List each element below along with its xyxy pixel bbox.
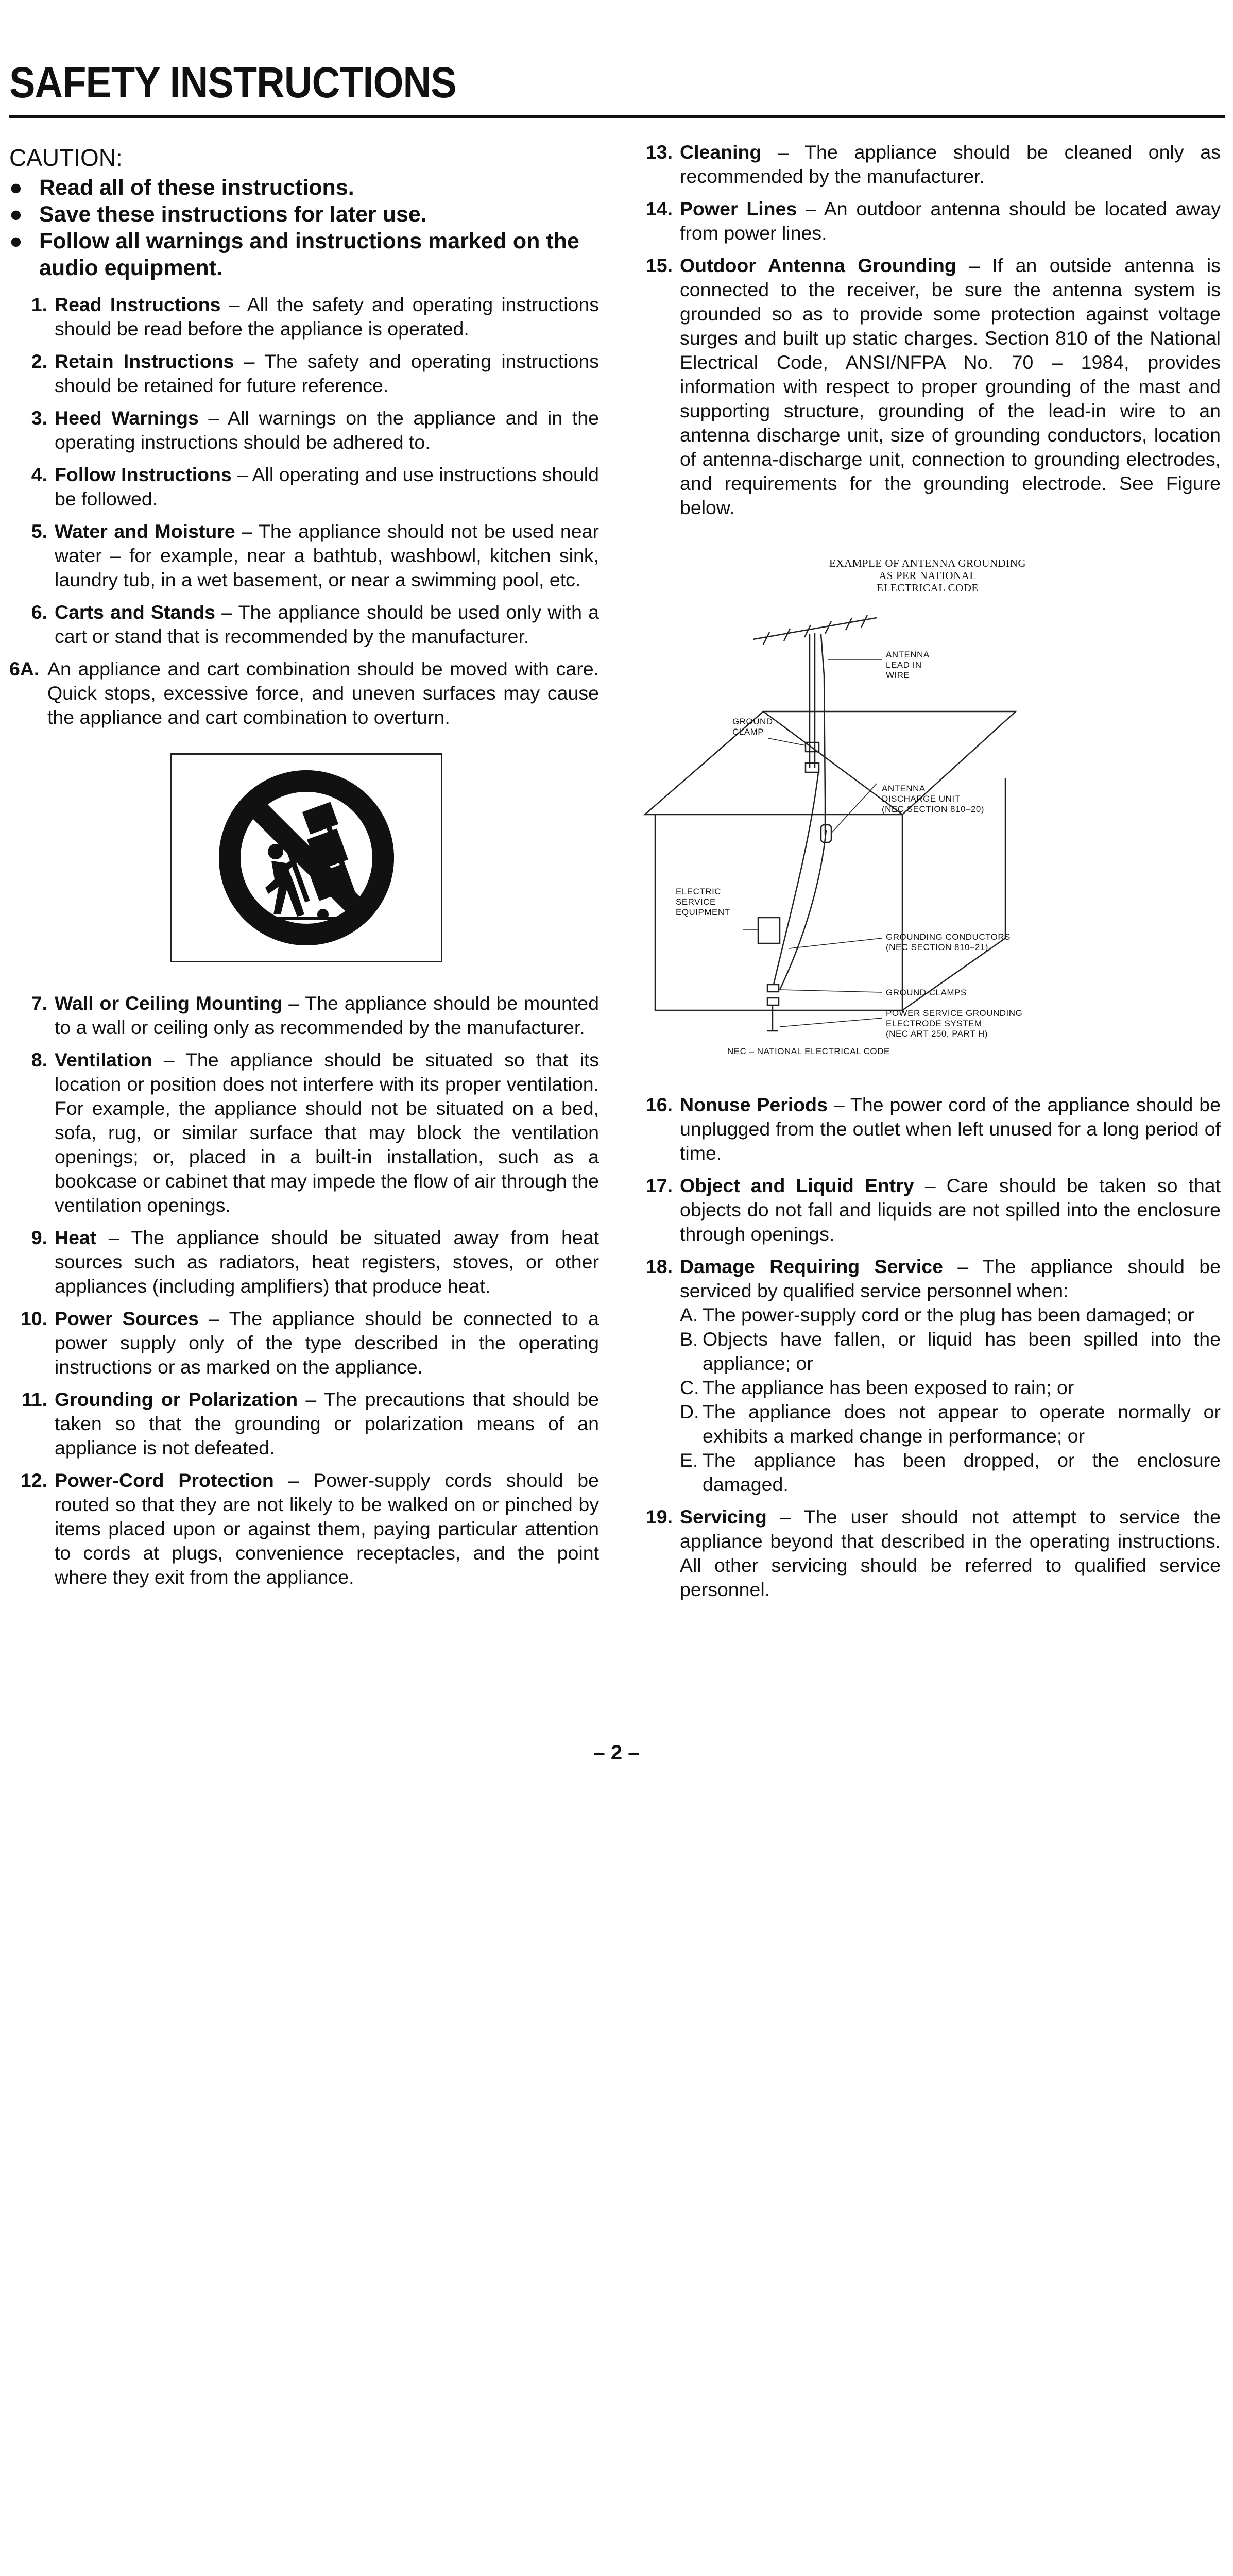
label-nec: NEC – NATIONAL ELECTRICAL CODE — [727, 1046, 890, 1056]
title-rule — [9, 115, 1225, 118]
caution-bullet: ● Read all of these instructions. — [9, 175, 354, 200]
instruction-item: 10. Power Sources – The appliance should be connected to a power supply only of the type described in the operating instructions or as marked on the appliance. — [20, 1308, 599, 1378]
instruction-item: 7. Wall or Ceiling Mounting – The appliance should be mounted to a wall or ceiling only as recommended by the manufacturer. — [31, 992, 599, 1038]
page-title: SAFETY INSTRUCTIONS — [9, 58, 456, 107]
sub-item: C. The appliance has been exposed to rain; or — [680, 1377, 1074, 1398]
instruction-item: 18. Damage Requiring Service – The appliance should be serviced by qualified service personnel when: A. The power-supply cord or the plug has been damaged; or B. Objects have fallen, or liquid has been spilled into the appliance; or C. The appliance has been exposed to rain; or D. The appliance does not appear to operate normally or exhibits a marked change in performance; or E. The appliance has been dropped, or the enclosure damaged. — [635, 1255, 1221, 1497]
label-electric-service: ELECTRIC SERVICE EQUIPMENT — [676, 887, 730, 917]
sub-item: B. Objects have fallen, or liquid has been spilled into the appliance; or — [680, 1328, 1221, 1374]
bullet-icon: ● — [9, 202, 23, 227]
caution-heading: CAUTION: — [9, 144, 123, 171]
instruction-item: 16. Nonuse Periods – The power cord of the appliance should be unplugged from the outlet when left unused for a long period of time. — [645, 1094, 1221, 1164]
instruction-item: 2. Retain Instructions – The safety and operating instructions should be retained for future reference. — [31, 350, 599, 396]
cart-warning-image — [170, 753, 442, 962]
instruction-item: 13. Cleaning – The appliance should be cleaned only as recommended by the manufacturer. — [645, 141, 1221, 187]
label-discharge-unit: ANTENNA DISCHARGE UNIT (NEC SECTION 810–20) — [882, 784, 984, 814]
instruction-item: 4. Follow Instructions – All operating and use instructions should be followed. — [31, 464, 599, 510]
caution-bullet: ● Save these instructions for later use. — [9, 202, 427, 227]
cart-tipover-icon — [203, 760, 409, 956]
antenna-grounding-figure — [635, 557, 1221, 1088]
instruction-item: 17. Object and Liquid Entry – Care should be taken so that objects do not fall and liquids are not spilled into the enclosure through openings. — [645, 1175, 1221, 1245]
instruction-item: 6A. An appliance and cart combination should be moved with care. Quick stops, excessive force, and uneven surfaces may cause the appliance and cart combination to overturn. — [9, 658, 599, 728]
figure-caption: EXAMPLE OF ANTENNA GROUNDING AS PER NATIONAL ELECTRICAL CODE — [829, 557, 1026, 594]
instruction-item: 6. Carts and Stands – The appliance should be used only with a cart or stand that is recommended by the manufacturer. — [31, 601, 600, 647]
bullet-icon: ● — [9, 229, 23, 253]
instruction-item: 8. Ventilation – The appliance should be situated so that its location or position does not interfere with its proper ventilation. For example, the appliance should not be situated on a bed, sofa, rug, or similar surface that may block the ventilation openings; or, placed in a built-in installation, such as a bookcase or cabinet that may impede the flow of air through the ventilation openings. — [31, 1049, 599, 1216]
label-ground-clamp: GROUND CLAMP — [732, 717, 773, 737]
instruction-item: 9. Heat – The appliance should be situated away from heat sources such as radiators, heat registers, stoves, or other appliances (including amplifiers) that produce heat. — [31, 1227, 599, 1297]
sub-item: D. The appliance does not appear to operate normally or exhibits a marked change in performance; or — [680, 1401, 1221, 1447]
instruction-list-left — [9, 293, 599, 1589]
instruction-item: 19. Servicing – The user should not attempt to service the appliance beyond that described in the operating instructions. All other servicing should be referred to qualified service personnel. — [645, 1506, 1221, 1600]
instruction-item: 14. Power Lines – An outdoor antenna should be located away from power lines. — [645, 198, 1221, 244]
instruction-item: 11. Grounding or Polarization – The precautions that should be taken so that the grounding or polarization means of an appliance is not defeated. — [21, 1388, 599, 1459]
instruction-item: 3. Heed Warnings – All warnings on the appliance and in the operating instructions should be adhered to. — [31, 407, 599, 453]
left-column — [9, 140, 599, 1598]
label-power-service: POWER SERVICE GROUNDING ELECTRODE SYSTEM (NEC ART 250, PART H) — [886, 1008, 1023, 1039]
sub-item: E. The appliance has been dropped, or the enclosure damaged. — [680, 1449, 1221, 1495]
instruction-item: 12. Power-Cord Protection – Power-supply cords should be routed so that they are not likely to be walked on or pinched by items placed upon or against them, paying particular attention to cords at plugs, convenience receptacles, and the point where they exit from the appliance. — [20, 1469, 599, 1588]
right-column — [635, 140, 1221, 1610]
label-grounding-conductors: GROUNDING CONDUCTORS (NEC SECTION 810–21) — [886, 932, 1011, 952]
bullet-icon: ● — [9, 175, 23, 200]
caution-bullet: ● Follow all warnings and instructions marked on the audio equipment. — [9, 229, 579, 280]
label-antenna-lead: ANTENNA LEAD IN WIRE — [886, 650, 930, 680]
instruction-item: 1. Read Instructions – All the safety and operating instructions should be read before the appliance is operated. — [31, 294, 600, 340]
instruction-item: 15. Outdoor Antenna Grounding – If an outside antenna is connected to the receiver, be sure the antenna system is grounded so as to provide some protection against voltage surges and built up static charges. Section 810 of the National Electrical Code, ANSI/NFPA No. 70 – 1984, provides information with respect to proper grounding of the mast and supporting structure, grounding of the lead-in wire to an antenna discharge unit, size of grounding conductors, location of antenna-discharge unit, connection to grounding electrodes, and requirements for the grounding electrode. See Figure below. — [645, 255, 1221, 518]
page-number: – 2 – — [593, 1741, 640, 1764]
label-ground-clamps: GROUND CLAMPS — [886, 988, 967, 997]
instruction-item: 5. Water and Moisture – The appliance should not be used near water – for example, near a bathtub, washbowl, kitchen sink, laundry tub, in a wet basement, or near a swimming pool, etc. — [31, 520, 599, 590]
sub-item: A. The power-supply cord or the plug has been damaged; or — [680, 1304, 1194, 1326]
